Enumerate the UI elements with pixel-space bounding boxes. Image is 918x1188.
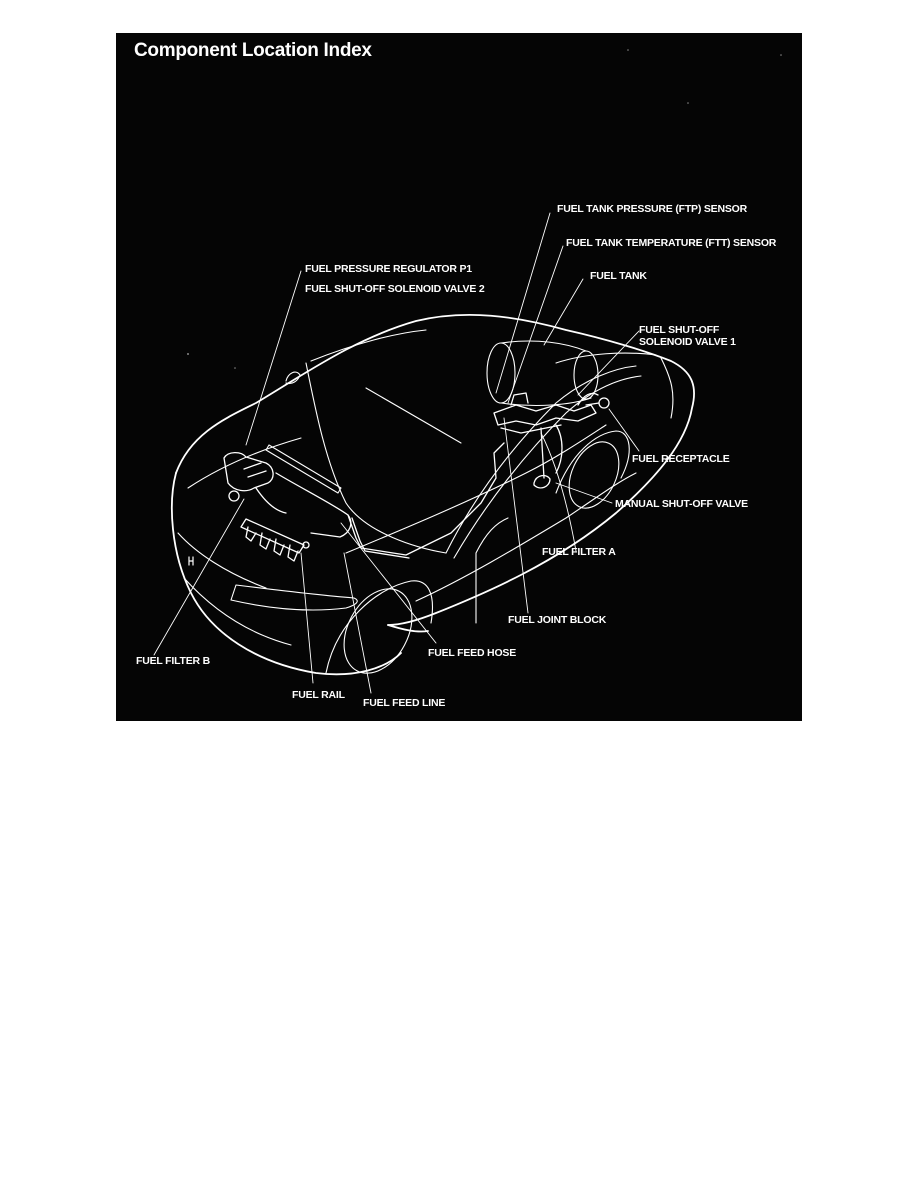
label-shutoff-valve-1-line1: FUEL SHUT-OFF bbox=[639, 324, 720, 336]
car-line-drawing bbox=[116, 33, 802, 721]
label-fuel-feed-line: FUEL FEED LINE bbox=[363, 697, 446, 709]
label-shutoff-valve-1-line2: SOLENOID VALVE 1 bbox=[639, 336, 736, 348]
label-fuel-receptacle: FUEL RECEPTACLE bbox=[632, 453, 730, 465]
label-fuel-rail: FUEL RAIL bbox=[292, 689, 345, 701]
label-fuel-feed-hose: FUEL FEED HOSE bbox=[428, 647, 517, 659]
label-fuel-joint-block: FUEL JOINT BLOCK bbox=[508, 614, 607, 626]
label-fuel-tank: FUEL TANK bbox=[590, 270, 647, 282]
car-body-outline bbox=[172, 315, 694, 674]
label-shutoff-valve-2: FUEL SHUT-OFF SOLENOID VALVE 2 bbox=[305, 283, 485, 295]
label-fuel-pressure-regulator: FUEL PRESSURE REGULATOR P1 bbox=[305, 263, 472, 275]
label-fuel-filter-a: FUEL FILTER A bbox=[542, 546, 616, 558]
label-ftp-sensor: FUEL TANK PRESSURE (FTP) SENSOR bbox=[557, 203, 748, 215]
diagram-title: Component Location Index bbox=[134, 40, 372, 61]
label-shutoff-valve-1 bbox=[639, 324, 736, 348]
engine-fuel-components bbox=[224, 443, 504, 561]
label-ftt-sensor: FUEL TANK TEMPERATURE (FTT) SENSOR bbox=[566, 237, 777, 249]
label-manual-shutoff-valve: MANUAL SHUT-OFF VALVE bbox=[615, 498, 748, 510]
label-fuel-filter-b: FUEL FILTER B bbox=[136, 655, 211, 667]
component-location-diagram bbox=[116, 33, 802, 721]
